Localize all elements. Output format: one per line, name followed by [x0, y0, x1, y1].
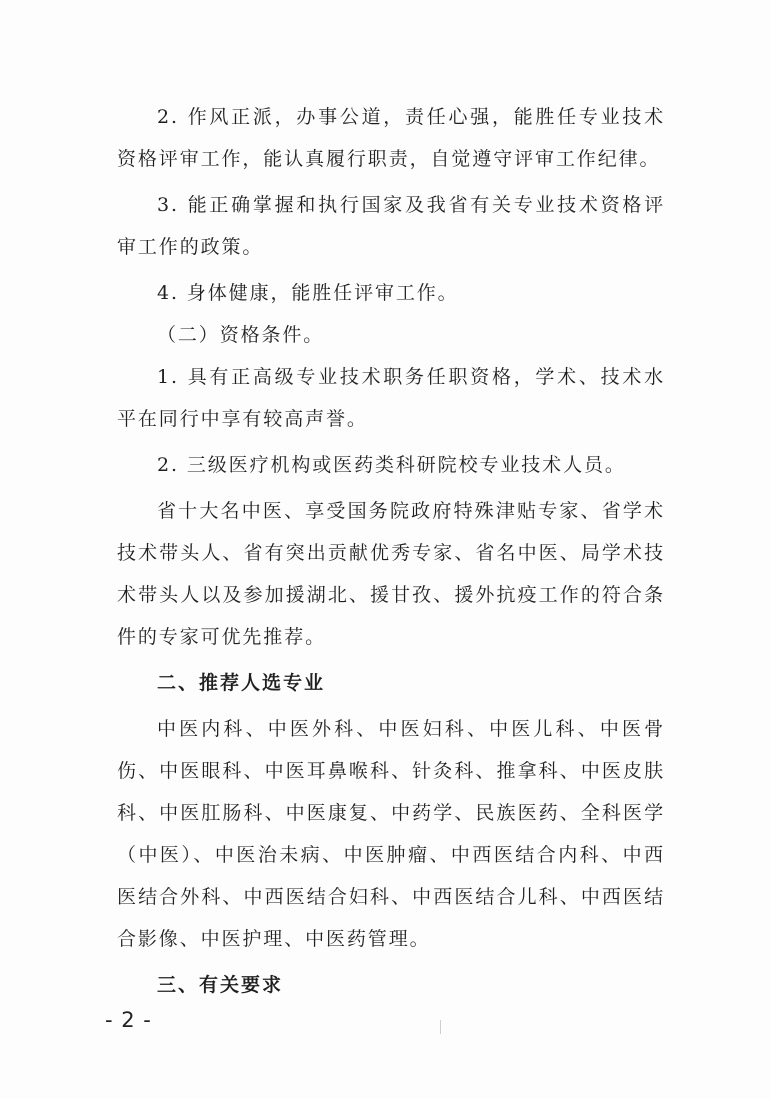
- section-heading-requirements: 三、有关要求: [157, 974, 284, 996]
- specialty-list: 中医内科、中医外科、中医妇科、中医儿科、中医骨伤、中医眼科、中医耳鼻喉科、针灸科、推拿科、中医皮肤科、中医肛肠科、中医康复、中药学、民族医药、全科医学（中医）、中医治未病、中医肿瘤、中西医结合内科、中西医结合外科、中西医结合妇科、中西医结合儿科、中西医结合影像、中医护理、中医药管理。: [117, 718, 665, 950]
- section-heading-specialties: 二、推荐人选专业: [157, 672, 326, 694]
- qualification-item-2: 2. 三级医疗机构或医药类科研院校专业技术人员。: [157, 454, 626, 476]
- priority-note: 省十大名中医、享受国务院政府特殊津贴专家、省学术技术带头人、省有突出贡献优秀专家、省名中医、局学术技术带头人以及参加援湖北、援甘孜、援外抗疫工作的符合条件的专家可优先推荐。: [117, 500, 665, 648]
- subsection-qualifications: （二）资格条件。: [157, 324, 325, 346]
- document-body: [117, 96, 665, 1006]
- criteria-item-3: 3. 能正确掌握和执行国家及我省有关专业技术资格评审工作的政策。: [117, 194, 665, 258]
- qualification-item-1: 1. 具有正高级专业技术职务任职资格，学术、技术水平在同行中享有较高声誉。: [117, 366, 665, 430]
- page-number: - 2 -: [105, 1008, 152, 1032]
- criteria-item-2: 2. 作风正派，办事公道，责任心强，能胜任专业技术资格评审工作，能认真履行职责，自觉遵守评审工作纪律。: [117, 106, 665, 170]
- criteria-item-4: 4. 身体健康，能胜任评审工作。: [157, 282, 459, 304]
- scan-mark: [440, 1020, 441, 1034]
